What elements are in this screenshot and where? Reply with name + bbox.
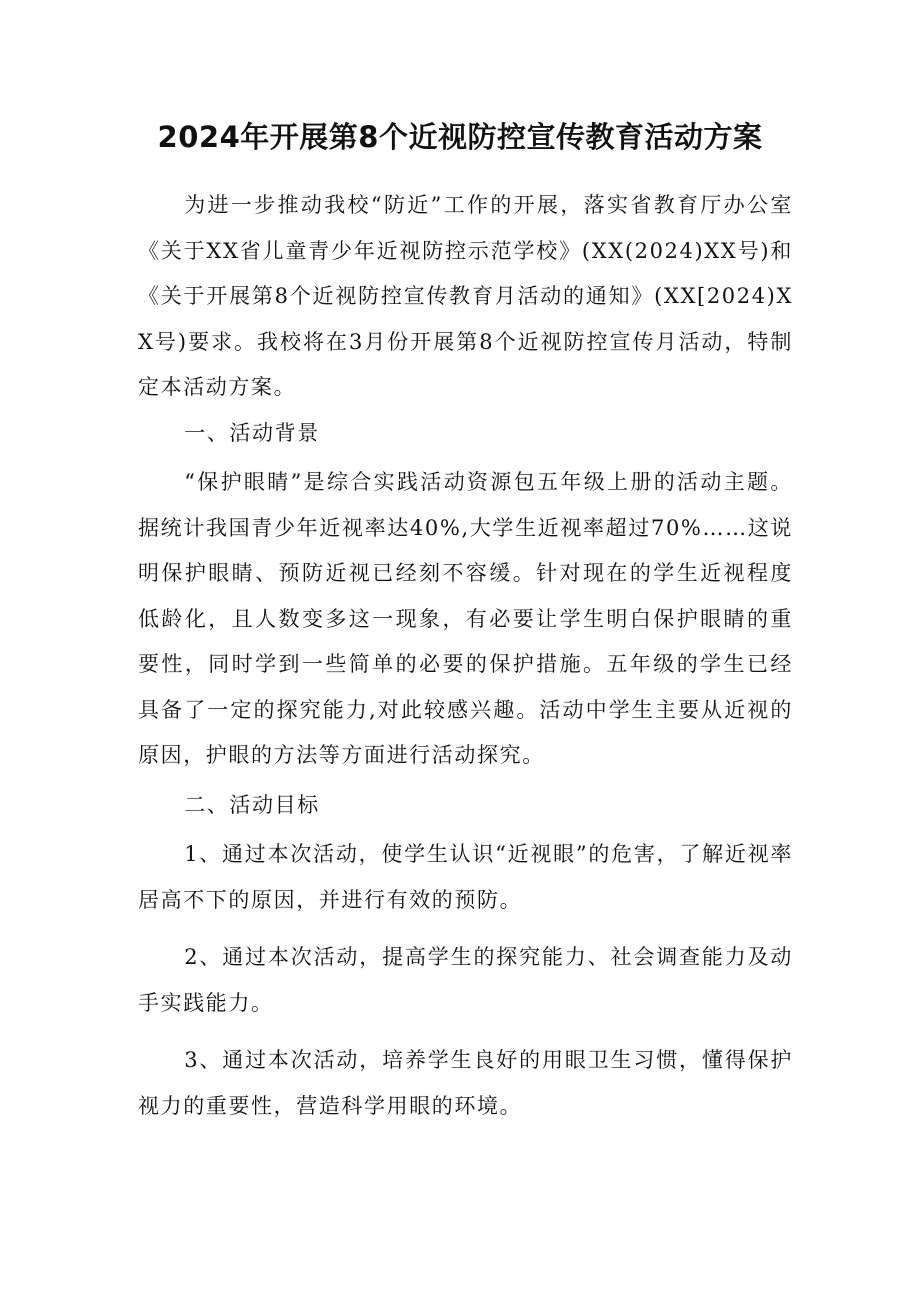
section-heading-goals: 二、活动目标 bbox=[184, 792, 320, 817]
intro-paragraph: 为进一步推动我校“防近”工作的开展，落实省教育厅办公室《关于XX省儿童青少年近视防控示范学校》(XX(2024)XX号)和《关于开展第8个近视防控宣传教育月活动的通知》(XX[2024)XX号)要求。我校将在3月份开展第8个近视防控宣传月活动，特制定本活动方案。 bbox=[138, 193, 793, 399]
goal-item-2: 2、通过本次活动，提高学生的探究能力、社会调查能力及动手实践能力。 bbox=[138, 945, 793, 1015]
document-title: 2024年开展第8个近视防控宣传教育活动方案 bbox=[157, 120, 763, 154]
document-body bbox=[138, 183, 793, 1129]
section-heading-background: 一、活动背景 bbox=[184, 420, 320, 445]
goal-item-1: 1、通过本次活动，使学生认识“近视眼”的危害，了解近视率居高不下的原因，并进行有效的预防。 bbox=[138, 842, 793, 912]
background-paragraph: “保护眼睛”是综合实践活动资源包五年级上册的活动主题。据统计我国青少年近视率达40%,大学生近视率超过70%……这说明保护眼睛、预防近视已经刻不容缓。针对现在的学生近视程度低龄化，且人数变多这一现象，有必要让学生明白保护眼睛的重要性，同时学到一些简单的必要的保护措施。五年级的学生已经具备了一定的探究能力,对此较感兴趣。活动中学生主要从近视的原因，护眼的方法等方面进行活动探究。 bbox=[138, 470, 793, 767]
goal-item-3: 3、通过本次活动，培养学生良好的用眼卫生习惯，懂得保护视力的重要性，营造科学用眼的环境。 bbox=[138, 1048, 793, 1118]
